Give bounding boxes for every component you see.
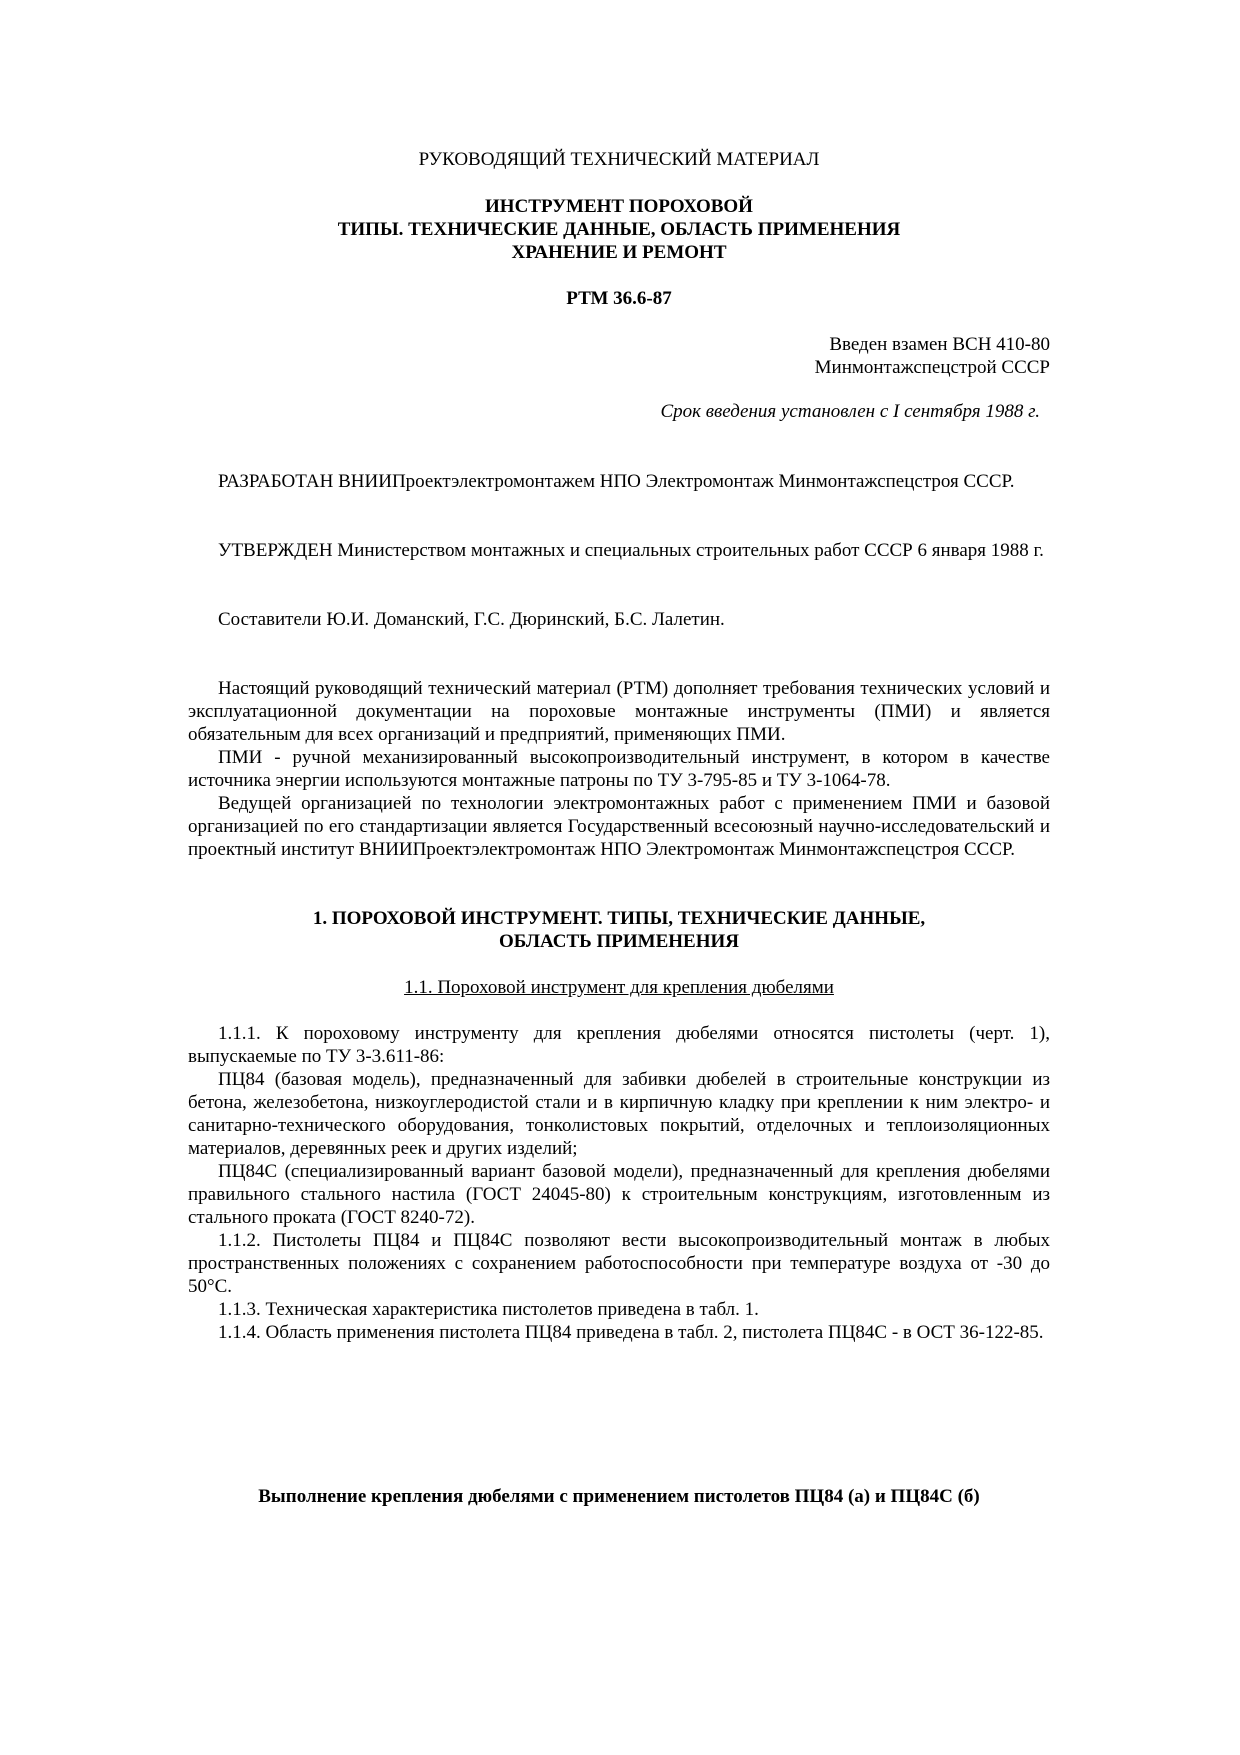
section-paragraph: 1.1.2. Пистолеты ПЦ84 и ПЦ84С позволяют вести высокопроизводительный монтаж в любых пространственных положениях с сохранением работоспособности при температуре воздуха от -30 до 50°С. bbox=[188, 1230, 1050, 1297]
section-1-title bbox=[188, 907, 1050, 953]
section-paragraph: ПЦ84С (специализированный вариант базовой модели), предназначенный для крепления дюбелями правильного стального настила (ГОСТ 24045-80) к строительным конструкциям, изготовленным из стального проката (ГОСТ 8240-72). bbox=[188, 1161, 1050, 1228]
intro-paragraph: Настоящий руководящий технический материал (РТМ) дополняет требования технических условий и эксплуатационной документации на пороховые монтажные инструменты (ПМИ) и является обязательным для всех организаций и предприятий, применяющих ПМИ. bbox=[188, 678, 1050, 745]
doc-title-line: ТИПЫ. ТЕХНИЧЕСКИЕ ДАННЫЕ, ОБЛАСТЬ ПРИМЕНЕНИЯ bbox=[337, 219, 901, 240]
approved-by: УТВЕРЖДЕН Министерством монтажных и специальных строительных работ СССР 6 января 1988 г. bbox=[218, 540, 1044, 561]
section-paragraph: 1.1.1. К пороховому инструменту для крепления дюбелями относятся пистолеты (черт. 1), выпускаемые по ТУ 3-3.611-86: bbox=[188, 1023, 1050, 1067]
doc-title-line: ИНСТРУМЕНТ ПОРОХОВОЙ bbox=[485, 196, 753, 217]
subsection-title-text: 1.1. Пороховой инструмент для крепления дюбелями bbox=[404, 977, 834, 998]
authors: Составители Ю.И. Доманский, Г.С. Дюринский, Б.С. Лалетин. bbox=[218, 609, 725, 630]
section-title-line: ОБЛАСТЬ ПРИМЕНЕНИЯ bbox=[498, 931, 739, 952]
replaces-note bbox=[188, 333, 1050, 379]
section-1-body bbox=[188, 1022, 1050, 1344]
doc-code: РТМ 36.6-87 bbox=[566, 288, 672, 309]
section-paragraph: ПЦ84 (базовая модель), предназначенный для забивки дюбелей в строительные конструкции из бетона, железобетона, низкоуглеродистой стали и в кирпичную кладку при креплении к ним электро- и санитарно-технического оборудования, тонколистовых покрытий, отделочных и теплоизоляционных материалов, деревянных реек и других изделий; bbox=[188, 1069, 1050, 1159]
doc-type: РУКОВОДЯЩИЙ ТЕХНИЧЕСКИЙ МАТЕРИАЛ bbox=[418, 149, 820, 170]
section-paragraph: 1.1.3. Техническая характеристика пистолетов приведена в табл. 1. bbox=[218, 1299, 759, 1320]
figure-caption: Выполнение крепления дюбелями с применением пистолетов ПЦ84 (а) и ПЦ84С (б) bbox=[258, 1486, 980, 1507]
subsection-title bbox=[188, 976, 1050, 999]
effective-date: Срок введения установлен с I сентября 1988 г. bbox=[660, 401, 1040, 422]
intro-paragraph: Ведущей организацией по технологии электромонтажных работ с применением ПМИ и базовой организацией по его стандартизации является Государственный всесоюзный научно-исследовательский и проектный институт ВНИИПроектэлектромонтаж НПО Электромонтаж Минмонтажспецстроя СССР. bbox=[188, 793, 1050, 860]
replaces-line: Минмонтажспецстрой СССР bbox=[814, 357, 1050, 378]
intro bbox=[188, 677, 1050, 861]
section-paragraph: 1.1.4. Область применения пистолета ПЦ84 приведена в табл. 2, пистолета ПЦ84С - в ОСТ 36-122-85. bbox=[218, 1322, 1044, 1343]
intro-paragraph: ПМИ - ручной механизированный высокопроизводительный инструмент, в котором в качестве источника энергии используются монтажные патроны по ТУ 3-795-85 и ТУ 3-1064-78. bbox=[188, 747, 1050, 791]
doc-title bbox=[188, 195, 1050, 264]
replaces-line: Введен взамен ВСН 410-80 bbox=[829, 334, 1050, 355]
doc-title-line: ХРАНЕНИЕ И РЕМОНТ bbox=[511, 242, 727, 263]
section-title-line: 1. ПОРОХОВОЙ ИНСТРУМЕНТ. ТИПЫ, ТЕХНИЧЕСКИЕ ДАННЫЕ, bbox=[312, 908, 926, 929]
developed-by: РАЗРАБОТАН ВНИИПроектэлектромонтажем НПО Электромонтаж Минмонтажспецстроя СССР. bbox=[218, 471, 1015, 492]
